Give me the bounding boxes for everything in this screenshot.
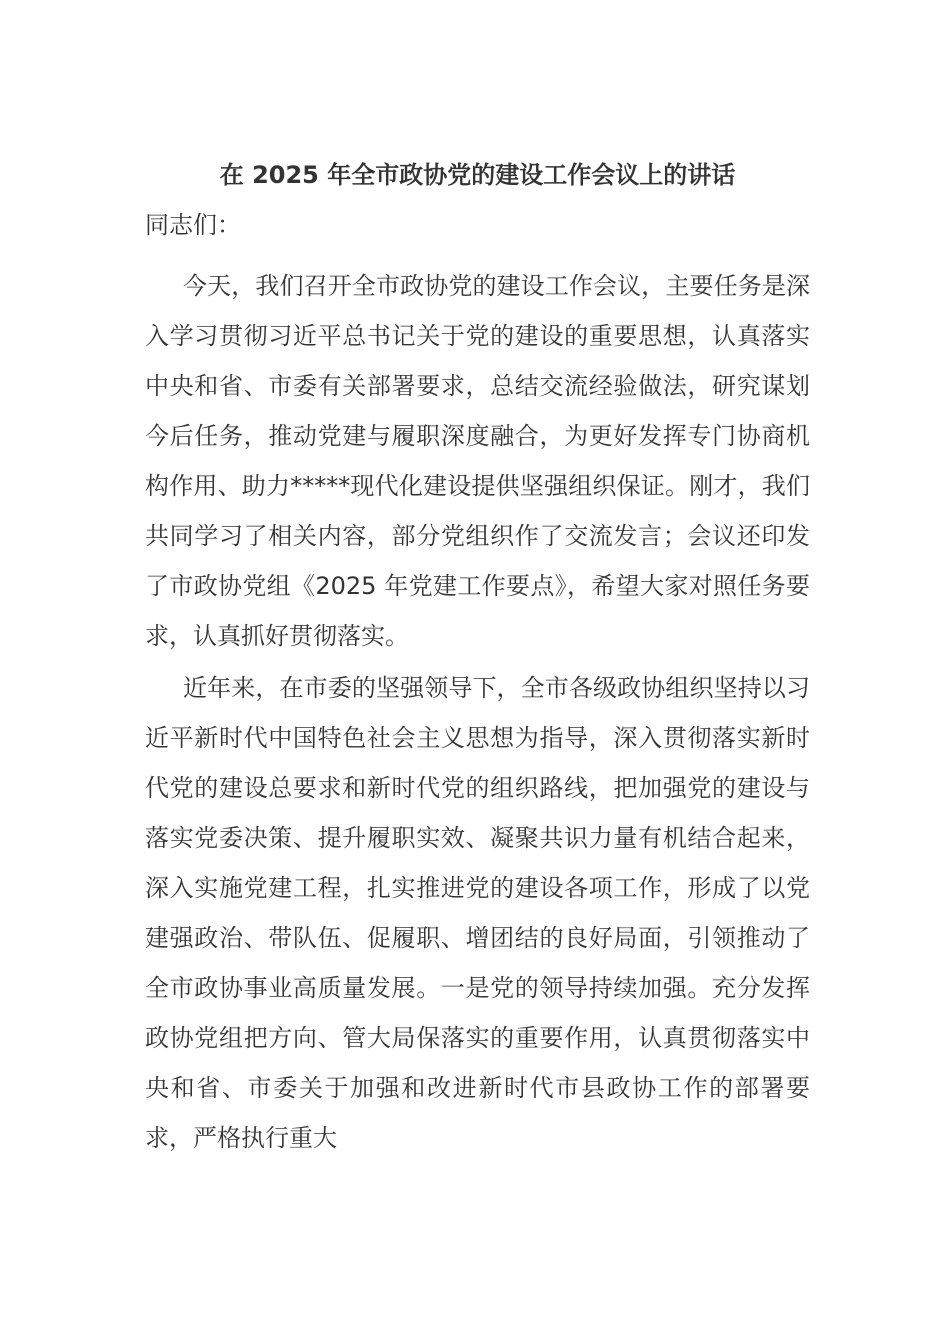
paragraph-1: 今天，我们召开全市政协党的建设工作会议，主要任务是深入学习贯彻习近平总书记关于党的建设的重要思想，认真落实中央和省、市委有关部署要求，总结交流经验做法，研究谋划今后任务，推动党建与履职深度融合，为更好发挥专门协商机构作用、助力*****现代化建设提供坚强组织保证。刚才，我们共同学习了相关内容，部分党组织作了交流发言；会议还印发了市政协党组《2025 年党建工作要点》，希望大家对照任务要求，认真抓好贯彻落实。: [145, 272, 810, 650]
salutation: 同志们：: [145, 211, 241, 239]
document-title: 在 2025 年全市政协党的建设工作会议上的讲话: [219, 161, 736, 189]
document-body: [145, 155, 810, 1165]
paragraph-2: 近年来，在市委的坚强领导下，全市各级政协组织坚持以习近平新时代中国特色社会主义思想为指导，深入贯彻落实新时代党的建设总要求和新时代党的组织路线，把加强党的建设与落实党委决策、提升履职实效、凝聚共识力量有机结合起来，深入实施党建工程，扎实推进党的建设各项工作，形成了以党建强政治、带队伍、促履职、增团结的良好局面，引领推动了全市政协事业高质量发展。一是党的领导持续加强。充分发挥政协党组把方向、管大局保落实的重要作用，认真贯彻落实中央和省、市委关于加强和改进新时代市县政协工作的部署要求，严格执行重大: [145, 674, 810, 1152]
